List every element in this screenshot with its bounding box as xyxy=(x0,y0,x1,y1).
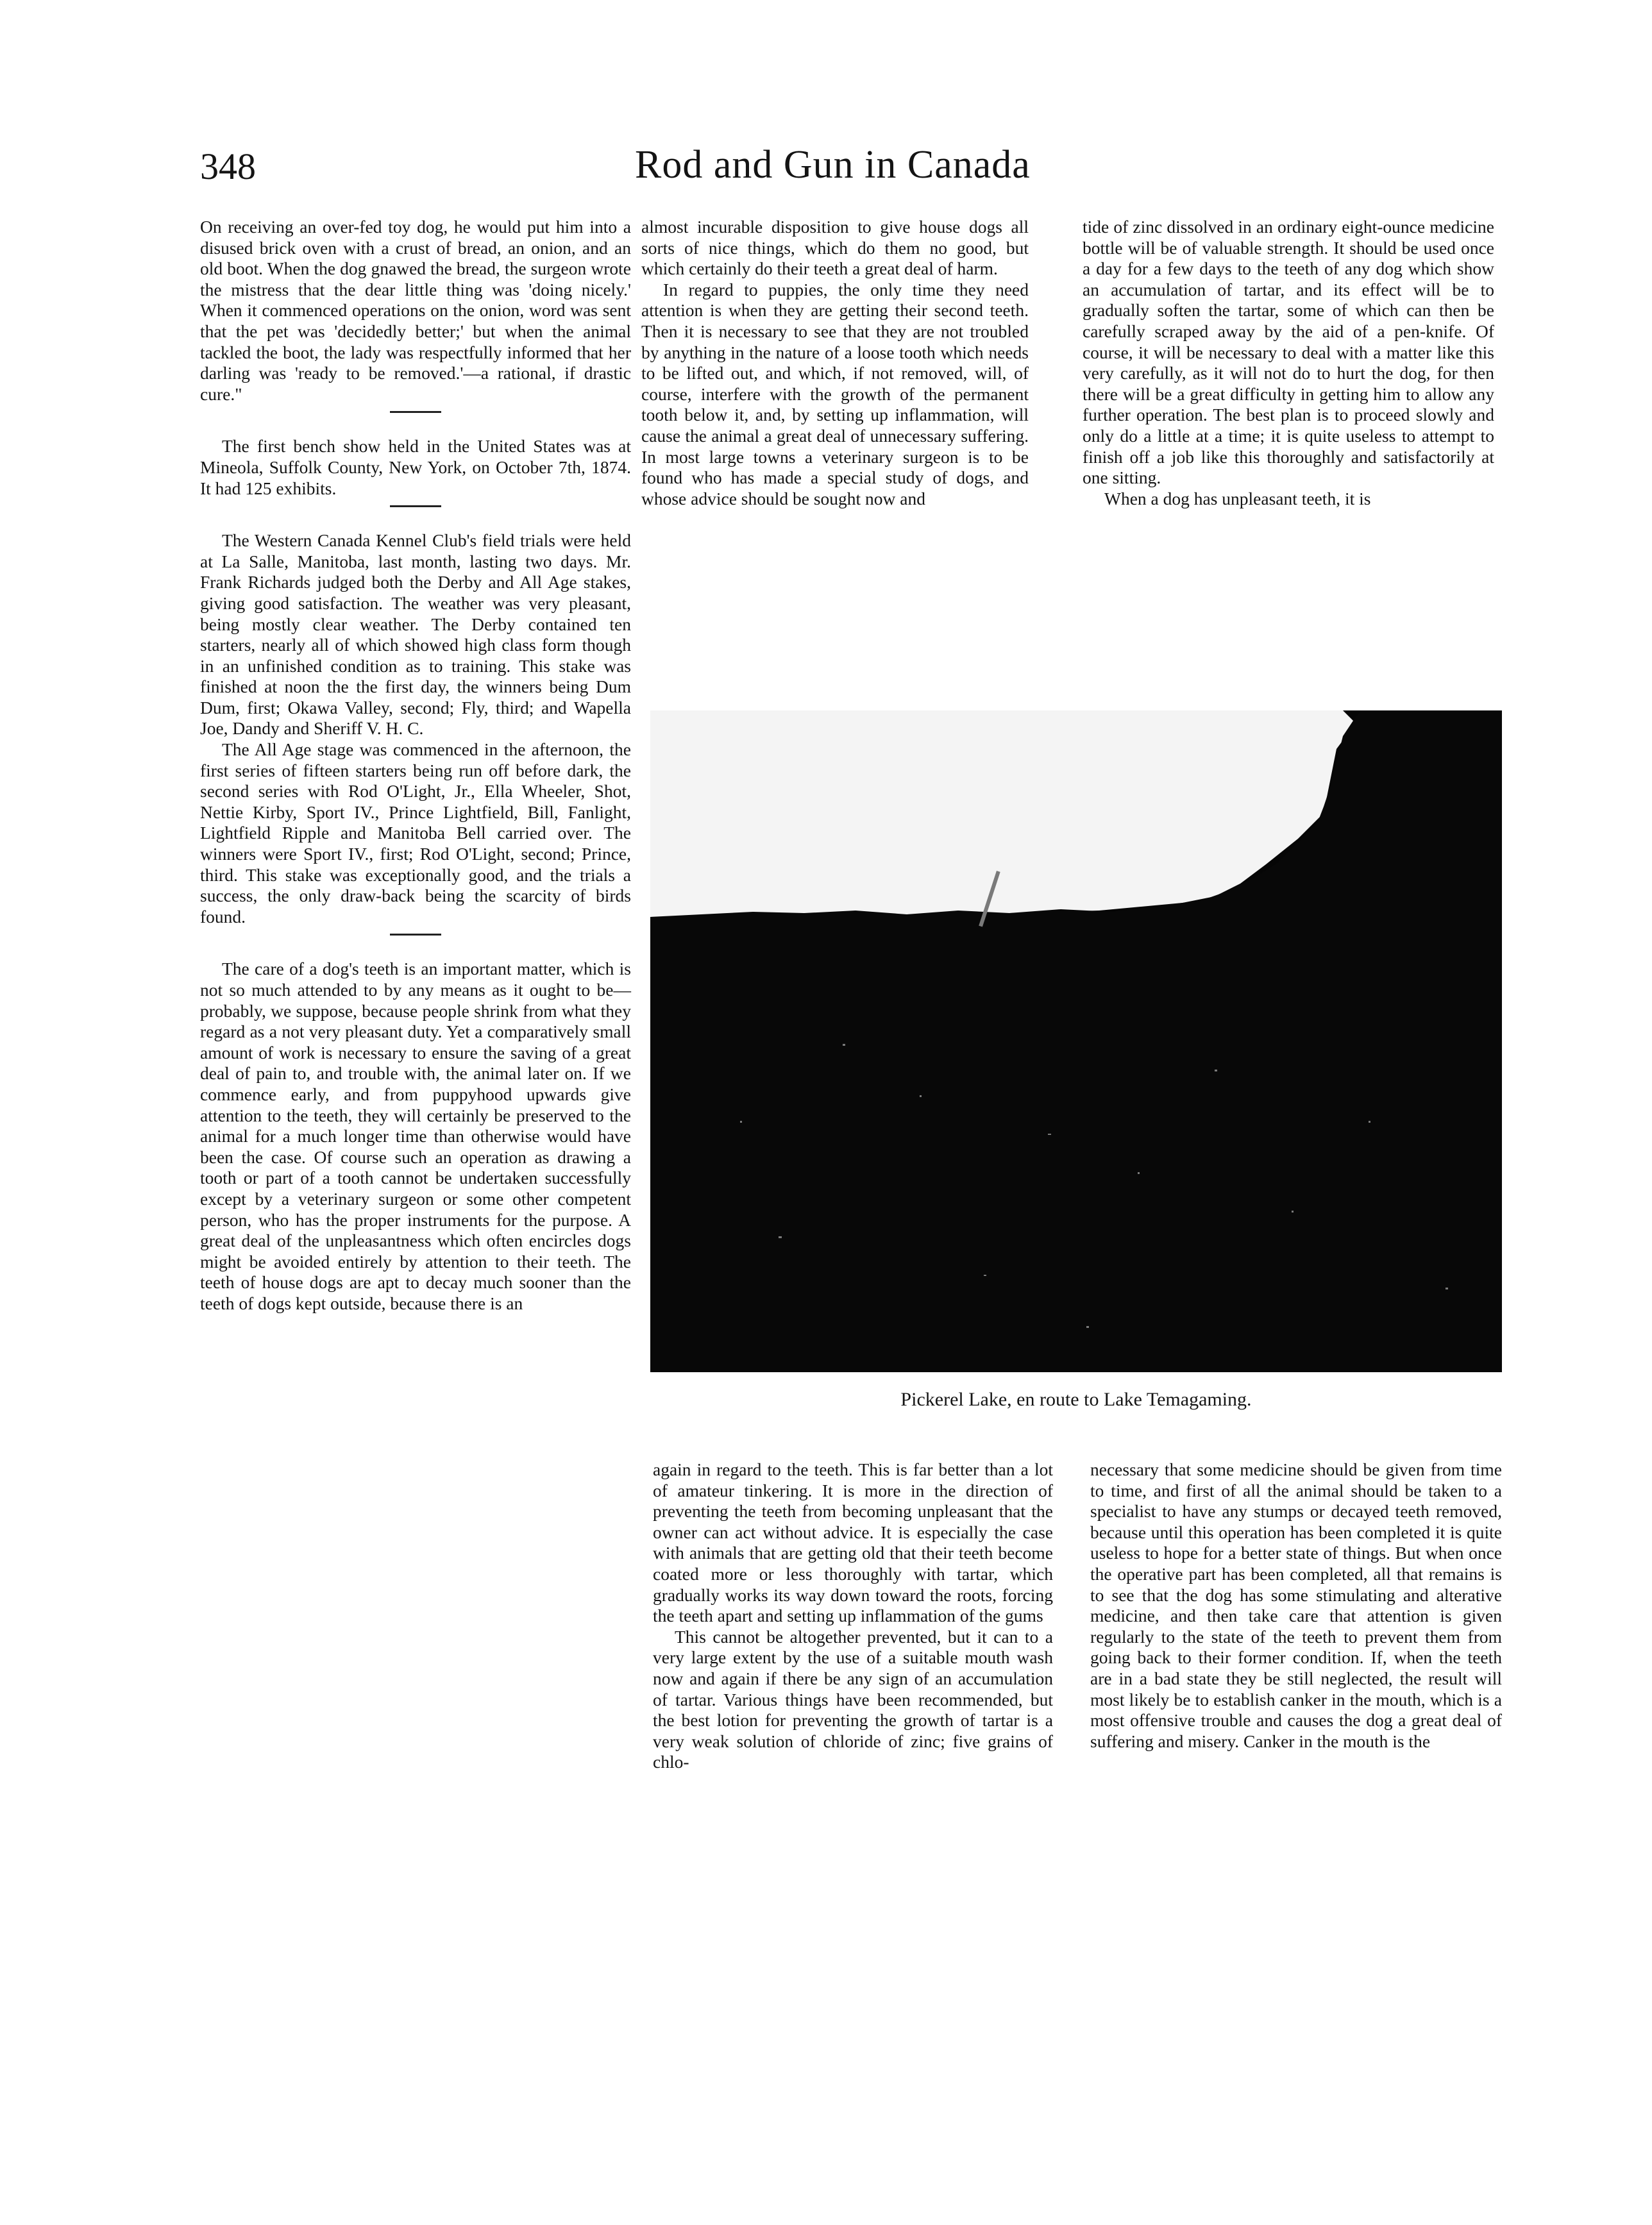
paragraph: The care of a dog's teeth is an important matter, which is not so much attended to by any means as it ought to be—probably, we suppose, because people shrink from what they regard as a not very pleasant duty. Yet a comparatively small amount of work is necessary to ensure the saving of a great deal of pain to, and trouble with, the animal later on. If we commence early, and from puppyhood upwards give attention to the teeth, they will certainly be preserved to the animal for a much longer time than otherwise would have been the case. Of course such an operation as drawing a tooth or part of a tooth cannot be undertaken successfully except by a veterinary surgeon or some other competent person, who has the proper instruments for the purpose. A great deal of the unpleasantness which often encircles dogs might be avoided entirely by attention to their teeth. The teeth of house dogs are apt to decay much sooner than the teeth of dogs kept outside, because there is an xyxy=(200,959,631,1313)
paragraph: The Western Canada Kennel Club's field trials were held at La Salle, Manitoba, last month, lasting two days. Mr. Frank Richards judged both the Derby and All Age stakes, giving good satisfaction. The weather was very pleasant, being mostly clear weather. The Derby contained ten starters, nearly all of which showed high class form though in an unfinished condition as to training. This stake was finished at noon the the first day, the winners being Dum Dum, first; Okawa Valley, second; Fly, third; and Wapella Joe, Dandy and Sheriff V. H. C. xyxy=(200,530,631,739)
paragraph: The All Age stage was commenced in the afternoon, the first series of fifteen starters being run off before dark, the second series with Rod O'Light, Jr., Ella Wheeler, Shot, Nettie Kirby, Sport IV., Prince Lightfield, Bill, Fanlight, Lightfield Ripple and Manitoba Bell carried over. The winners were Sport IV., first; Rod O'Light, second; Prince, third. This stake was exceptionally good, and the trials a success, the only draw-back being the scarcity of birds found. xyxy=(200,739,631,927)
column-2-top xyxy=(641,217,1029,509)
paragraph: The first bench show held in the United States was at Mineola, Suffolk County, New York, on October 7th, 1874. It had 125 exhibits. xyxy=(200,436,631,498)
paragraph: On receiving an over-fed toy dog, he would put him into a disused brick oven with a crust of bread, an onion, and an old boot. When the dog gnawed the bread, the surgeon wrote the mistress that the dear little thing was 'doing nicely.' When it commenced operations on the onion, word was sent that the pet was 'decidedly better;' but when the animal tackled the boot, the lady was respectfully informed that her darling was 'ready to be removed.'—a rational, if drastic cure." xyxy=(200,217,631,404)
separator-rule xyxy=(390,411,441,413)
column-3-top xyxy=(1083,217,1494,509)
page-number: 348 xyxy=(200,146,256,187)
column-2-bottom xyxy=(653,1459,1053,1773)
lake-photograph xyxy=(650,710,1502,1372)
separator-rule xyxy=(390,505,441,507)
paragraph: again in regard to the teeth. This is far better than a lot of amateur tinkering. It is more in the direction of preventing the teeth from becoming unpleasant that the owner can act without advice. It is especially the case with animals that are getting old that their teeth become coated more or less thoroughly with tartar, which gradually works its way down toward the roots, forcing the teeth apart and setting up inflammation of the gums xyxy=(653,1459,1053,1626)
paragraph: This cannot be altogether prevented, but it can to a very large extent by the use of a suitable mouth wash now and again if there be any sign of an accumulation of tartar. Various things have been recommended, but the best lotion for preventing the growth of tartar is a very weak solution of chloride of zinc; five grains of chlo- xyxy=(653,1626,1053,1772)
page-title: Rod and Gun in Canada xyxy=(635,143,1031,187)
paragraph: When a dog has unpleasant teeth, it is xyxy=(1104,488,1371,508)
paragraph: In regard to puppies, the only time they need attention is when they are getting their second teeth. Then it is necessary to see that they are not troubled by anything in the nature of a loose tooth which needs to be lifted out, and which, if not removed, will, of course, interfere with the growth of the permanent tooth below it, and, by setting up inflammation, will cause the animal a great deal of unnecessary suffering. In most large towns a veterinary surgeon is to be found who has made a special study of dogs, and whose advice should be sought now and xyxy=(641,279,1029,508)
paragraph: almost incurable disposition to give house dogs all sorts of nice things, which do them no good, but which certainly do their teeth a great deal of harm. xyxy=(641,217,1029,279)
column-3-bottom xyxy=(1090,1459,1502,1752)
paragraph: tide of zinc dissolved in an ordinary eight-ounce medicine bottle will be of valuable strength. It should be used once a day for a few days to the teeth of any dog which show an accumulation of tartar, and its effect will be to gradually soften the tartar, some of which can then be carefully scraped away by the aid of a pen-knife. Of course, it will be necessary to deal with a matter like this very carefully, as it will not do to hurt the dog, for then there will be a great difficulty in getting him to allow any further operation. The best plan is to proceed slowly and only do a little at a time; it is quite useless to attempt to finish off a job like this thoroughly and satisfactorily at one sitting. xyxy=(1083,217,1494,488)
photo-caption: Pickerel Lake, en route to Lake Temagaming. xyxy=(900,1389,1252,1410)
paragraph: necessary that some medicine should be given from time to time, and first of all the animal should be taken to a specialist to have any stumps or decayed teeth removed, because until this operation has been completed it is quite useless to hope for a better state of things. But when once the operative part has been completed, all that remains is to see that the dog has some stimulating and alterative medicine, and then take care that attention is given regularly to the state of the teeth to prevent them from going back to their former condition. If, when the teeth are in a bad state they be still neglected, the result will most likely be to establish canker in the mouth, which is a most offensive trouble and causes the dog a great deal of suffering and misery. Canker in the mouth is the xyxy=(1090,1459,1502,1751)
column-1 xyxy=(200,217,631,1314)
separator-rule xyxy=(390,934,441,936)
